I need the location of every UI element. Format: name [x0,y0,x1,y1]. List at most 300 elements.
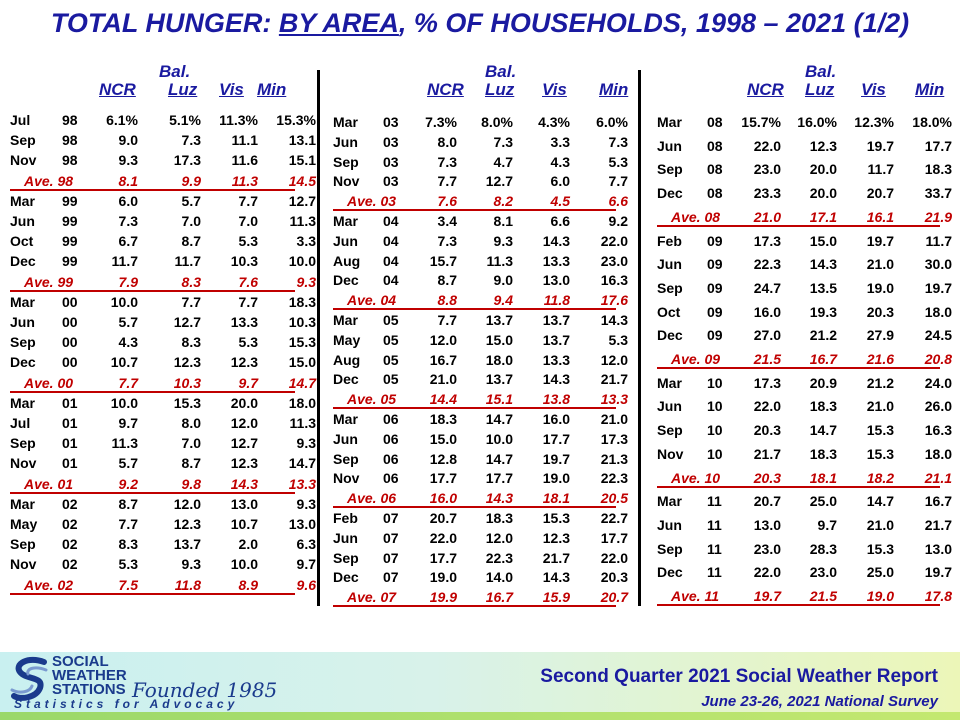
min-cell: 9.2 [608,213,628,229]
ncr-cell: 21.0 [429,371,457,388]
luz-cell: 15.1 [485,391,513,408]
luz-cell: 11.8 [174,576,201,593]
min-cell: 9.6 [296,576,316,593]
vis-cell: 13.8 [542,391,570,408]
min-cell: 13.3 [288,475,316,492]
vis-cell: 12.3 [230,354,258,371]
average-row [10,172,316,193]
ncr-cell: 20.3 [753,469,781,486]
min-cell: 23.0 [600,252,628,269]
luz-cell: 12.7 [485,173,513,190]
table-row [333,213,628,233]
luz-cell: 18.1 [809,469,837,486]
min-cell: 20.8 [924,351,952,367]
luz-cell: 25.0 [809,493,837,510]
year-cell: 01 [62,435,78,452]
table-row [333,173,628,193]
min-cell: 21.0 [600,411,628,427]
luz-cell: 14.7 [485,411,513,427]
average-label: Ave. 98 [24,172,74,189]
vis-cell: 25.0 [866,564,894,581]
vis-cell: 4.3 [550,153,570,170]
ncr-cell: 19.9 [429,589,457,606]
min-cell: 22.0 [600,232,628,249]
luz-cell: 8.7 [181,455,201,472]
luz-cell: 13.7 [173,536,201,553]
year-cell: 02 [62,516,78,532]
year-cell: 07 [383,549,399,566]
month-cell: Nov [333,470,360,487]
vis-cell: 10.7 [230,516,258,532]
luz-cell: 14.7 [809,422,837,439]
ncr-cell: 10.0 [110,394,138,411]
average-label: Ave. 09 [671,351,721,367]
luz-cell: 20.0 [809,161,837,178]
table-row [657,564,952,588]
vis-cell: 13.3 [542,252,570,269]
vis-cell: 19.7 [866,137,894,154]
table-row [333,529,628,550]
ncr-cell: 6.1% [106,112,138,128]
table-row [333,411,628,431]
ncr-cell: 20.7 [429,510,457,526]
average-underline [333,407,616,409]
vis-cell: 16.0 [542,411,570,427]
month-cell: Jun [10,213,35,229]
luz-cell: 7.3 [181,132,201,149]
min-cell: 9.3 [296,495,316,512]
ncr-cell: 7.3% [425,114,457,130]
table-row [657,398,952,422]
month-cell: Dec [657,564,683,581]
header-luz: Luz [805,80,835,99]
month-cell: Mar [10,394,35,411]
vis-cell: 8.9 [238,576,258,593]
table-row [10,334,316,354]
ncr-cell: 7.7 [118,516,138,532]
average-row [333,490,628,510]
luz-cell: 17.1 [809,208,837,225]
month-cell: Dec [657,327,683,344]
table-row [657,279,952,304]
month-cell: Mar [333,411,358,427]
ncr-cell: 7.7 [118,374,138,391]
header-min: Min [915,80,945,99]
min-cell: 17.7 [924,137,952,154]
luz-cell: 18.3 [485,510,513,526]
header-ncr: NCR [99,80,136,99]
year-cell: 07 [383,569,399,586]
table-row [333,549,628,570]
min-cell: 6.0% [596,114,628,130]
founded-text: Founded 1985 [132,678,278,702]
min-cell: 18.0 [924,303,952,320]
logo-text-weather: WEATHER [52,667,127,684]
header-vis: Vis [219,80,244,99]
luz-cell: 12.0 [485,529,513,546]
min-cell: 20.5 [600,490,628,507]
year-cell: 05 [383,312,399,328]
year-cell: 06 [383,450,399,467]
ncr-cell: 8.7 [437,272,457,289]
vis-cell: 12.3 [230,455,258,472]
vis-cell: 11.3% [219,112,258,128]
ncr-cell: 9.0 [118,132,138,149]
ncr-cell: 4.3 [118,334,138,351]
month-cell: Jun [10,314,35,330]
page-title: TOTAL HUNGER: BY AREA, % OF HOUSEHOLDS, 1998 – 2021 (1/2) [50,8,910,38]
month-cell: Jun [333,133,358,150]
luz-cell: 14.3 [485,490,513,507]
year-cell: 01 [62,394,78,411]
ncr-cell: 14.4 [429,391,457,408]
ncr-cell: 11.7 [111,253,138,270]
luz-cell: 8.2 [493,193,513,210]
ncr-cell: 23.0 [753,161,781,178]
year-cell: 11 [707,516,722,533]
average-row [657,469,952,494]
ncr-cell: 5.7 [118,314,138,330]
luz-cell: 19.3 [809,303,837,320]
logo-text-stations: STATIONS [52,681,126,698]
vis-cell: 18.1 [542,490,570,507]
min-cell: 13.0 [288,516,316,532]
luz-cell: 9.9 [181,172,201,189]
vis-cell: 27.9 [866,327,894,344]
month-cell: Dec [333,569,359,586]
table-row [333,133,628,154]
year-cell: 06 [383,470,399,487]
ncr-cell: 22.0 [753,137,781,154]
vis-cell: 15.3 [866,422,894,439]
min-cell: 24.5 [924,327,952,344]
year-cell: 10 [707,398,723,415]
luz-cell: 12.7 [173,314,201,330]
min-cell: 33.7 [924,185,952,202]
vis-cell: 19.7 [542,450,570,467]
luz-cell: 9.3 [493,232,513,249]
average-label: Ave. 01 [24,475,74,492]
month-cell: Jun [333,232,358,249]
min-cell: 15.3 [288,334,316,351]
min-cell: 5.3 [608,331,628,348]
ncr-cell: 10.7 [110,354,138,371]
table-row [10,314,316,334]
table-row [10,394,316,415]
table-row [10,435,316,455]
month-cell: Jun [333,430,358,447]
table-row [10,556,316,576]
year-cell: 01 [62,415,78,431]
luz-cell: 18.3 [809,445,837,462]
vis-cell: 13.3 [542,351,570,368]
vis-cell: 21.0 [866,256,894,273]
month-cell: Nov [10,455,37,472]
vis-cell: 20.3 [866,303,894,320]
luz-cell: 15.0 [485,331,513,348]
average-underline [10,593,295,595]
header-luz: Luz [168,80,198,99]
year-cell: 98 [62,152,78,169]
table-row [333,371,628,391]
min-cell: 20.3 [600,569,628,586]
header-min: Min [257,80,287,99]
table-row [10,132,316,152]
luz-cell: 5.7 [181,192,201,209]
table-row [10,455,316,475]
year-cell: 11 [707,564,722,581]
year-cell: 11 [707,493,722,510]
vis-cell: 15.9 [542,589,570,606]
vis-cell: 17.7 [542,430,570,447]
vis-cell: 14.7 [866,493,894,510]
table-row [10,354,316,374]
average-label: Ave. 07 [347,589,397,606]
table-row [10,415,316,435]
vis-cell: 12.3 [542,529,570,546]
vis-cell: 13.7 [542,312,570,328]
luz-cell: 8.7 [181,233,201,250]
ncr-cell: 27.0 [753,327,781,344]
average-row [333,589,628,609]
vis-cell: 21.0 [866,398,894,415]
luz-cell: 17.3 [173,152,201,169]
min-cell: 6.6 [608,193,628,210]
average-underline [333,209,616,211]
table-row [10,233,316,253]
vis-cell: 4.5 [550,193,570,210]
luz-cell: 13.5 [809,279,837,296]
table-row [10,516,316,536]
luz-cell: 7.7 [181,293,201,310]
min-cell: 26.0 [924,398,952,415]
average-label: Ave. 06 [347,490,397,507]
ncr-cell: 7.7 [437,173,457,190]
ncr-cell: 16.0 [429,490,457,507]
table-row [10,213,316,233]
ncr-cell: 7.3 [437,153,457,170]
min-cell: 21.7 [600,371,628,388]
min-cell: 12.0 [600,351,628,368]
average-underline [333,308,616,310]
min-cell: 7.3 [608,133,628,150]
min-cell: 17.3 [600,430,628,447]
vis-cell: 20.0 [230,394,258,411]
average-row [333,193,628,213]
average-underline [10,492,295,494]
ncr-cell: 22.3 [753,256,781,273]
year-cell: 99 [62,213,78,229]
month-cell: Mar [333,213,358,229]
ncr-cell: 18.3 [429,411,457,427]
vis-cell: 13.7 [542,331,570,348]
vis-cell: 7.7 [238,192,258,209]
ncr-cell: 12.0 [429,331,457,348]
ncr-cell: 21.7 [753,445,781,462]
year-cell: 05 [383,331,399,348]
luz-cell: 7.3 [493,133,513,150]
table-row [333,331,628,352]
min-cell: 11.3 [289,213,316,229]
average-row [657,588,952,612]
luz-cell: 5.1% [169,112,201,128]
min-cell: 11.7 [925,232,952,249]
year-cell: 00 [62,314,78,330]
ncr-cell: 7.3 [118,213,138,229]
luz-cell: 16.7 [485,589,513,606]
table-row [657,516,952,541]
ncr-cell: 7.7 [437,312,457,328]
vis-cell: 9.7 [238,374,258,391]
table-row [333,569,628,589]
divider-right [638,70,641,606]
luz-cell: 8.1 [493,213,513,229]
vis-cell: 21.2 [866,374,894,391]
min-cell: 9.3 [296,435,316,452]
header-bal: Bal. [159,62,191,81]
average-row [10,576,316,597]
luz-cell: 9.3 [181,556,201,573]
ncr-cell: 8.8 [437,292,457,309]
ncr-cell: 7.3 [437,232,457,249]
luz-cell: 12.3 [173,354,201,371]
month-cell: Jun [333,529,358,546]
month-cell: Mar [333,114,358,130]
luz-cell: 12.3 [173,516,201,532]
year-cell: 02 [62,495,78,512]
vis-cell: 14.3 [542,371,570,388]
table-row [333,153,628,174]
month-cell: Sep [657,422,683,439]
header-vis: Vis [861,80,886,99]
month-cell: May [333,331,361,348]
vis-cell: 12.7 [230,435,258,452]
vis-cell: 19.0 [542,470,570,487]
month-cell: Sep [10,536,36,553]
ncr-cell: 22.0 [753,398,781,415]
min-cell: 18.0 [288,394,316,411]
ncr-cell: 20.7 [753,493,781,510]
month-cell: Sep [657,540,683,557]
year-cell: 08 [707,161,723,178]
ncr-cell: 5.7 [118,455,138,472]
ncr-cell: 5.3 [118,556,138,573]
luz-cell: 8.0% [481,114,513,130]
table-row [10,536,316,556]
table-row [657,493,952,517]
table-row [333,272,628,292]
year-cell: 03 [383,153,399,170]
table-row [10,293,316,314]
month-cell: Dec [333,371,359,388]
year-cell: 10 [707,374,723,391]
ncr-cell: 16.0 [753,303,781,320]
average-label: Ave. 99 [24,273,74,290]
month-cell: Jun [657,398,682,415]
vis-cell: 5.3 [238,334,258,351]
year-cell: 02 [62,536,78,553]
year-cell: 99 [62,233,78,250]
luz-cell: 14.7 [485,450,513,467]
month-cell: May [10,516,38,532]
average-row [333,391,628,411]
min-cell: 18.3 [288,293,316,310]
vis-cell: 10.0 [230,556,258,573]
ncr-cell: 23.3 [753,185,781,202]
min-cell: 7.7 [608,173,628,190]
month-cell: Feb [333,510,358,526]
min-cell: 15.3% [276,112,316,128]
ncr-cell: 9.3 [118,152,138,169]
vis-cell: 13.3 [230,314,258,330]
luz-cell: 10.0 [485,430,513,447]
average-row [10,475,316,496]
month-cell: Mar [10,495,35,512]
ncr-cell: 9.7 [118,415,138,431]
luz-cell: 21.5 [809,588,837,604]
month-cell: Aug [333,351,361,368]
luz-cell: 10.3 [173,374,201,391]
month-cell: Aug [333,252,361,269]
min-cell: 19.7 [924,564,952,581]
year-cell: 00 [62,334,78,351]
month-cell: Sep [333,450,359,467]
vis-cell: 15.3 [866,540,894,557]
year-cell: 06 [383,411,399,427]
luz-cell: 13.7 [485,312,513,328]
min-cell: 19.7 [924,279,952,296]
vis-cell: 11.7 [867,161,894,178]
year-cell: 05 [383,371,399,388]
ncr-cell: 15.0 [429,430,457,447]
month-cell: Sep [333,153,359,170]
average-row [333,292,628,312]
min-cell: 22.0 [600,549,628,566]
vis-cell: 19.0 [866,588,894,604]
table-row [657,185,952,209]
ncr-cell: 10.0 [110,293,138,310]
month-cell: Mar [10,293,35,310]
min-cell: 13.0 [924,540,952,557]
header-bal: Bal. [805,62,837,81]
vis-cell: 11.1 [231,132,258,149]
luz-cell: 14.0 [485,569,513,586]
vis-cell: 13.0 [542,272,570,289]
min-cell: 22.7 [600,510,628,526]
luz-cell: 11.3 [486,252,513,269]
luz-cell: 9.8 [181,475,201,492]
luz-cell: 7.0 [181,435,201,452]
ncr-cell: 15.7% [741,114,781,130]
min-cell: 6.3 [296,536,316,553]
divider-left [317,70,320,606]
vis-cell: 12.0 [230,415,258,431]
vis-cell: 3.3 [550,133,570,150]
luz-cell: 8.3 [181,273,201,290]
year-cell: 03 [383,173,399,190]
luz-cell: 15.3 [173,394,201,411]
ncr-cell: 23.0 [753,540,781,557]
vis-cell: 19.7 [866,232,894,249]
ncr-cell: 3.4 [437,213,457,229]
month-cell: Sep [657,279,683,296]
average-row [10,273,316,294]
min-cell: 14.7 [288,374,316,391]
table-row [333,351,628,372]
ncr-cell: 12.8 [429,450,457,467]
ncr-cell: 7.9 [118,273,138,290]
vis-cell: 21.6 [866,351,894,367]
